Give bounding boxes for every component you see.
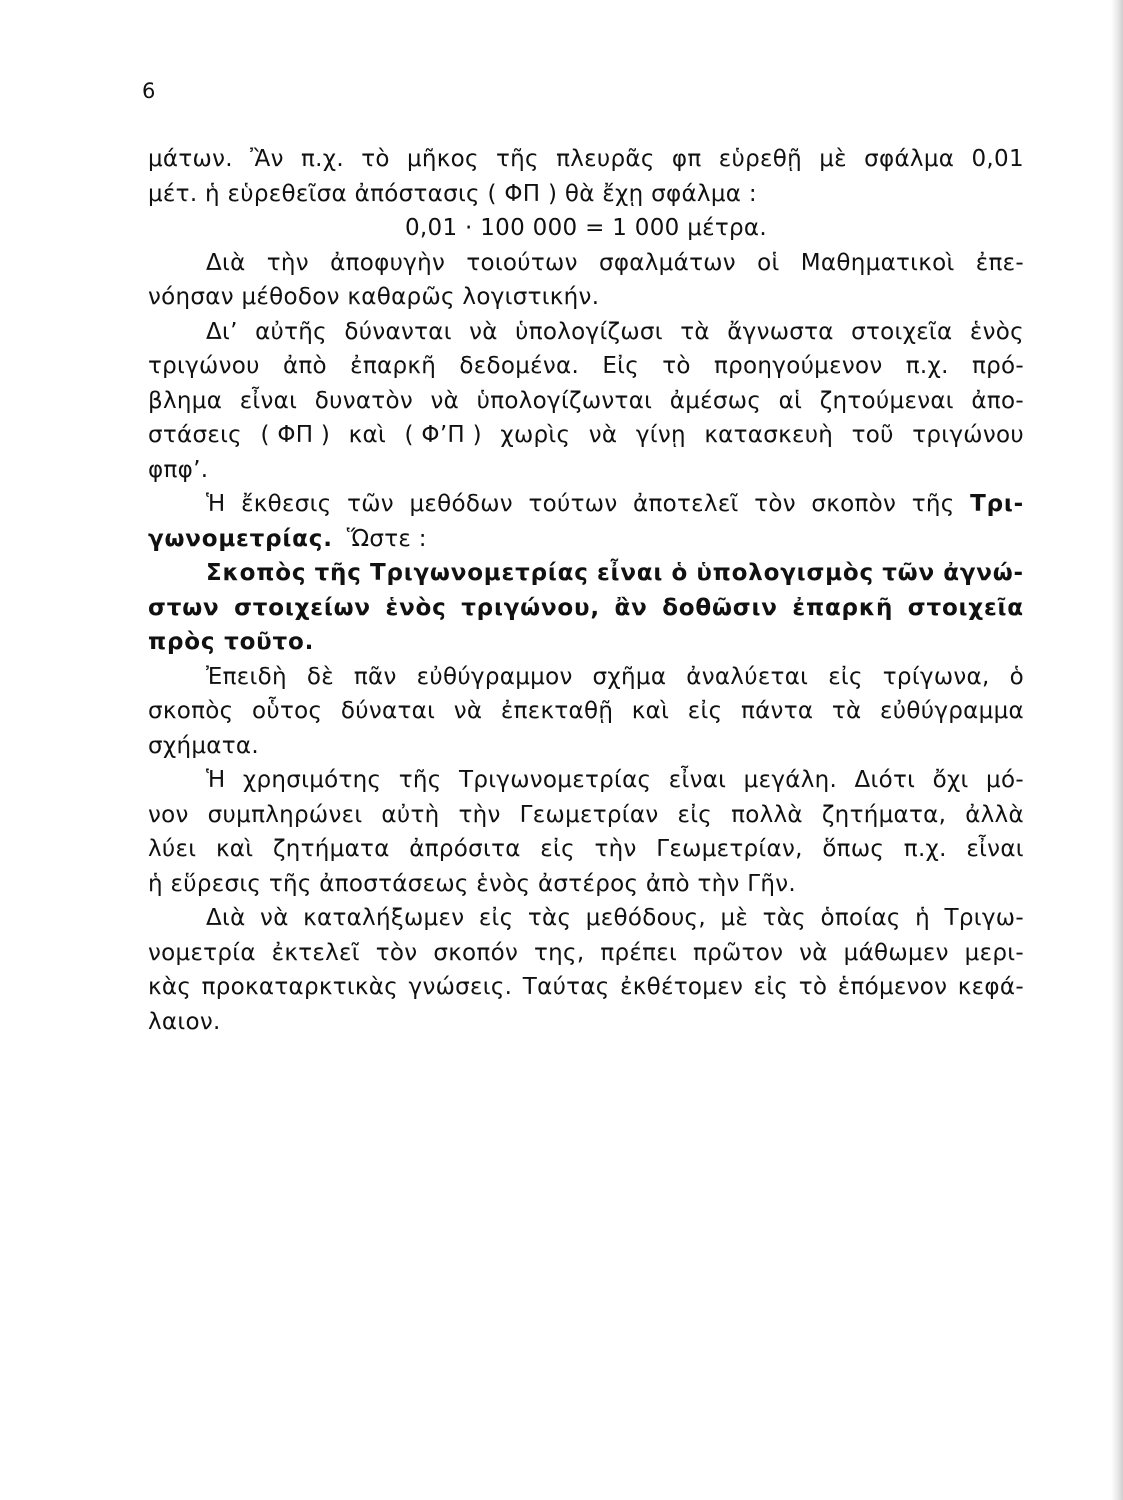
word: Δι’ [206, 318, 238, 345]
word: ὑπολογίζωσι [515, 318, 663, 345]
word: ἐπε- [975, 249, 1024, 276]
definition-line [148, 556, 1024, 591]
text-line [148, 660, 1024, 695]
space [333, 522, 347, 557]
text-line [148, 280, 1024, 315]
text-line [148, 901, 1024, 936]
word: ἀλλὰ [965, 801, 1024, 828]
text-line [148, 1005, 1024, 1040]
word: Ταύτας [522, 974, 610, 1000]
word: ἀπρόσιτα [409, 836, 521, 862]
text-line [148, 349, 1024, 384]
word: ἐκτελεῖ [271, 939, 360, 966]
word: δύνανται [344, 318, 452, 345]
word: στων [148, 594, 220, 621]
word: τρίγωνα, [882, 663, 990, 690]
word: χρησιμότης [242, 767, 382, 793]
word: σχῆμα [592, 663, 667, 690]
word: ἀγνώ- [943, 560, 1024, 586]
word: ( ΦΠ ) [260, 422, 331, 448]
word: Τριγωνομετρίας [458, 767, 652, 793]
word: τὴν [458, 801, 501, 828]
word: στοιχείων [234, 594, 371, 621]
word: τῶν [882, 560, 935, 586]
word: Σκοπὸς [206, 560, 307, 586]
text-line [148, 315, 1024, 350]
word: τὰς [762, 905, 806, 931]
word: οὗτος [252, 698, 323, 724]
bold-word: γωνομετρίας. [148, 525, 333, 552]
text-line [148, 936, 1024, 971]
word: τὴν [266, 249, 309, 276]
word: Τριγωνομετρίας [369, 560, 589, 586]
word: δεδομένα. [459, 353, 580, 379]
word: ἀμέσως [669, 387, 762, 414]
page-number: 6 [142, 79, 156, 103]
word: πάντα [740, 698, 814, 724]
body-text [148, 142, 1024, 1039]
word: τὸ [361, 146, 390, 172]
word: τριγώνου, [461, 594, 600, 621]
word: εὑρεθῇ [718, 146, 802, 172]
word: καὶ [631, 698, 670, 724]
word: μεγάλη. [743, 767, 838, 793]
word: εἶναι [239, 387, 298, 414]
word: Τριγω- [944, 905, 1024, 931]
word: συμπληρώνει [207, 801, 363, 828]
word: εἰς [753, 974, 789, 1000]
word: νὰ [453, 698, 483, 724]
word: ( Φ’Π ) [404, 422, 482, 448]
word: ὁποίας [820, 905, 901, 931]
word: ἀποτελεῖ [633, 491, 739, 517]
word: εἶναι [966, 836, 1024, 862]
word: ζητήματα, [821, 801, 947, 828]
word: ἐκθέτομεν [620, 974, 744, 1000]
word: πρέπει [600, 939, 678, 966]
word: ἑπόμενον [837, 974, 948, 1000]
word: σκοπὸς [148, 698, 234, 724]
word: εἶναι [596, 560, 664, 586]
word: προηγούμενον [714, 353, 883, 379]
text-line [148, 798, 1024, 833]
word: νὰ [430, 387, 460, 414]
word: εἰς [540, 836, 575, 862]
word: ἀναλύεται [686, 663, 809, 690]
word: τὴν [594, 836, 637, 862]
text-line [148, 487, 1024, 522]
word: κεφά- [957, 974, 1024, 1000]
word: ἐπεκταθῇ [500, 698, 614, 724]
word: τὸ [798, 974, 828, 1000]
word: αἱ [778, 387, 803, 414]
word: μερι- [964, 939, 1024, 966]
word: τριγώνου [912, 422, 1024, 448]
word: κὰς [148, 974, 192, 1000]
line-text: σχήματα. [148, 732, 259, 759]
word: τῶν [347, 491, 394, 517]
word: οἱ [757, 249, 780, 276]
word: τριγώνου [148, 353, 260, 379]
text-line [148, 177, 1024, 212]
word: πλευρᾶς [556, 146, 655, 172]
word: π.χ. [905, 353, 949, 379]
word: ζητούμεναι [819, 387, 954, 414]
definition-line [148, 591, 1024, 626]
word: Γεωμετρίαν, [656, 836, 803, 862]
word: σκοπὸν [811, 491, 897, 517]
word: πρῶτον [692, 939, 784, 966]
word: ζητήματα [272, 836, 390, 862]
word: γνώσεις. [408, 974, 513, 1000]
word: ἔκθεσις [241, 491, 332, 517]
word: Ἡ [206, 767, 226, 793]
word: μεθόδους, [585, 905, 706, 931]
text-line [148, 867, 1024, 902]
word: αὐτὴ [381, 801, 440, 828]
word: στάσεις [148, 422, 242, 448]
word: εἰς [478, 905, 514, 931]
line-text: ἡ εὕρεσις τῆς ἀποστάσεως ἑνὸς ἀστέρος ἀπὸ τὴν Γῆν. [148, 870, 796, 897]
word: ἄγνωστα [727, 318, 834, 345]
word: Ἂν [250, 146, 284, 172]
text-line [148, 970, 1024, 1005]
text-line [148, 694, 1024, 729]
word: ὁ [1009, 663, 1024, 690]
text-line [148, 729, 1024, 764]
word: τὰς [527, 905, 572, 931]
text-line [148, 763, 1024, 798]
word: τὰ [831, 698, 862, 724]
word: εἰς [828, 663, 863, 690]
text-line [148, 418, 1024, 453]
word: καὶ [215, 836, 254, 862]
word: μό- [986, 767, 1024, 793]
line-text: νόησαν μέθοδον καθαρῶς λογιστικήν. [148, 284, 600, 310]
word: τὸν [375, 939, 418, 966]
formula: 0,01 · 100 000 = 1 000 μέτρα. [405, 215, 767, 241]
word: λύει [148, 836, 197, 862]
word: πολλὰ [731, 801, 803, 828]
word: αὐτῆς [255, 318, 327, 345]
word: εὐθύγραμμα [880, 698, 1024, 724]
word: Ὥστε : [346, 525, 427, 552]
word: κατασκευὴ [704, 422, 834, 448]
word: εἰς [687, 698, 723, 724]
word: τούτων [528, 491, 618, 517]
line-text: μέτ. ἡ εὑρεθεῖσα ἀπόστασις ( ΦΠ ) θὰ ἔχῃ σφάλμα : [148, 180, 757, 207]
word: νον [148, 801, 189, 828]
word: καὶ [348, 422, 387, 448]
word: πρό- [971, 353, 1024, 379]
word: Διὰ [206, 249, 246, 276]
word: Γεωμετρίαν [519, 801, 659, 828]
line-text: λαιον. [148, 1008, 221, 1035]
bold-word: Τρι- [970, 491, 1024, 517]
word: ὄχι [932, 767, 969, 793]
word: ὅπως [822, 836, 885, 862]
word: πᾶν [353, 663, 397, 690]
word: μὲ [819, 146, 847, 172]
word: ἀποφυγὴν [330, 249, 446, 276]
word: ὁ [671, 560, 689, 586]
word: τὸ [662, 353, 691, 379]
word: ἂν [614, 594, 648, 621]
word: ἀπο- [971, 387, 1024, 414]
word: νὰ [260, 905, 289, 931]
word: φπ [671, 146, 702, 172]
word: στοιχεῖα [907, 594, 1024, 621]
word: ὑπολογίζωνται [476, 387, 653, 414]
word: ἐπαρκῆ [350, 353, 437, 379]
word: δυνατὸν [314, 387, 413, 414]
word: νὰ [469, 318, 498, 345]
line-text: πρὸς τοῦτο. [148, 629, 315, 655]
page-edge-shadow [1111, 0, 1123, 1500]
word: τῆς [911, 491, 955, 517]
word: εὐθύγραμμον [416, 663, 573, 690]
word: Εἰς [602, 353, 640, 379]
word: 0,01 [971, 146, 1024, 172]
word: ἀπὸ [282, 353, 327, 379]
word: σκοπόν [433, 939, 519, 966]
word: στοιχεῖα [851, 318, 953, 345]
word: εἰς [677, 801, 713, 828]
word: τῆς [314, 560, 362, 586]
word: π.χ. [903, 836, 947, 862]
word: μεθόδων [409, 491, 513, 517]
word: νὰ [799, 939, 828, 966]
text-line [148, 832, 1024, 867]
word: Διὰ [206, 905, 246, 931]
word: σφαλμάτων [598, 249, 736, 276]
word: μάθωμεν [843, 939, 949, 966]
word: μῆκος [406, 146, 479, 172]
word: ἑνὸς [969, 318, 1024, 345]
definition-line [148, 625, 1024, 660]
text-line [148, 142, 1024, 177]
word: δὲ [306, 663, 334, 690]
word: εἶναι [668, 767, 727, 793]
word: της, [534, 939, 585, 966]
word: χωρὶς [500, 422, 571, 448]
word: τῆς [398, 767, 442, 793]
word: νομετρία [148, 939, 256, 966]
word: τοῦ [851, 422, 894, 448]
word: Ἐπειδὴ [206, 663, 287, 690]
word: Μαθηματικοὶ [800, 249, 955, 276]
text-line [148, 522, 1024, 557]
word: π.χ. [300, 146, 344, 172]
word: ὑπολογισμὸς [696, 560, 874, 586]
text-line [148, 246, 1024, 281]
word: τοιούτων [466, 249, 578, 276]
word: μὲ [720, 905, 749, 931]
word: βλημα [148, 387, 223, 414]
word: δοθῶσιν [662, 594, 778, 621]
word: σφάλμα [864, 146, 955, 172]
word: Ἡ [206, 491, 226, 517]
text-line [148, 453, 1024, 488]
word: τῆς [496, 146, 539, 172]
word: δύναται [340, 698, 436, 724]
word: τὸν [754, 491, 796, 517]
word: Διότι [854, 767, 916, 793]
word: γίνῃ [635, 422, 686, 448]
word: τὰ [680, 318, 710, 345]
text-line [148, 384, 1024, 419]
word: μάτων. [148, 146, 233, 172]
word: νὰ [588, 422, 618, 448]
word: ἐπαρκῆ [792, 594, 894, 621]
formula-line [148, 211, 1024, 246]
word: προκαταρκτικὰς [201, 974, 399, 1000]
line-text: φπφ’. [148, 456, 209, 483]
word: ἑνὸς [385, 594, 447, 621]
word: ἡ [915, 905, 931, 931]
word: καταλήξωμεν [303, 905, 465, 931]
